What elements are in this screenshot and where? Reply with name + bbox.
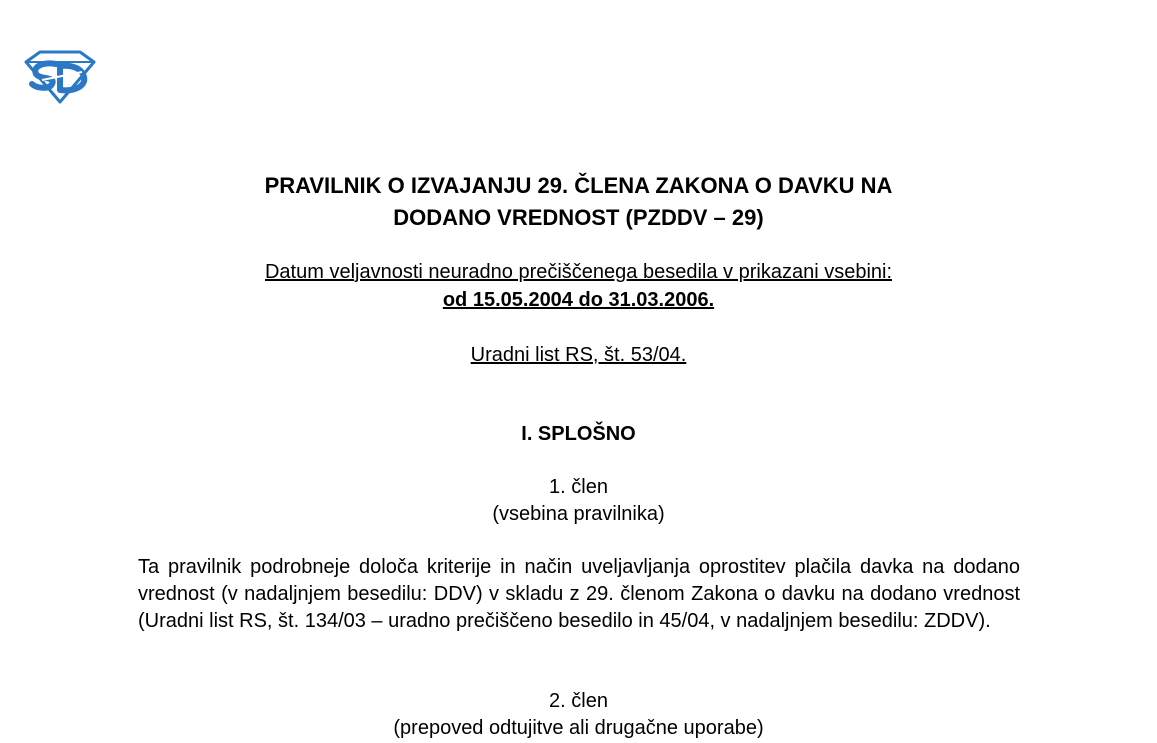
article-subtitle: (prepoved odtujitve ali drugačne uporabe) (393, 717, 764, 739)
validity-label: Datum veljavnosti neuradno prečiščenega besedila v prikazani vsebini: (264, 261, 893, 283)
sd-logo (22, 48, 96, 104)
article-1-heading (0, 474, 1157, 528)
official-gazette-reference: Uradni list RS, št. 53/04. (470, 344, 687, 366)
article-subtitle: (vsebina pravilnika) (492, 503, 665, 525)
document-title-line-1: PRAVILNIK O IZVAJANJU 29. ČLENA ZAKONA O DAVKU NA (264, 173, 893, 198)
validity-dates: od 15.05.2004 do 31.03.2006. (442, 289, 715, 311)
section-heading: I. SPLOŠNO (521, 423, 636, 445)
document-title (0, 170, 1157, 234)
article-number: 2. člen (549, 690, 608, 712)
document-title-line-2: DODANO VREDNOST (PZDDV – 29) (393, 205, 764, 230)
sd-shield-logo-icon (22, 48, 96, 104)
article-2-heading (0, 688, 1157, 742)
validity-notice (0, 258, 1157, 314)
article-number: 1. člen (549, 476, 608, 498)
article-1-paragraph: Ta pravilnik podrobneje določa kriterije in način uveljavljanja oprostitev plačila davka na dodano vrednost (v nadaljnjem besedilu: DDV) v skladu z 29. členom Zakona o davku na dodano vrednost (Uradni list RS, št. 134/03 – uradno prečiščeno besedilo in 45/04, v nadaljnjem besedilu: ZDDV). (138, 556, 1020, 632)
